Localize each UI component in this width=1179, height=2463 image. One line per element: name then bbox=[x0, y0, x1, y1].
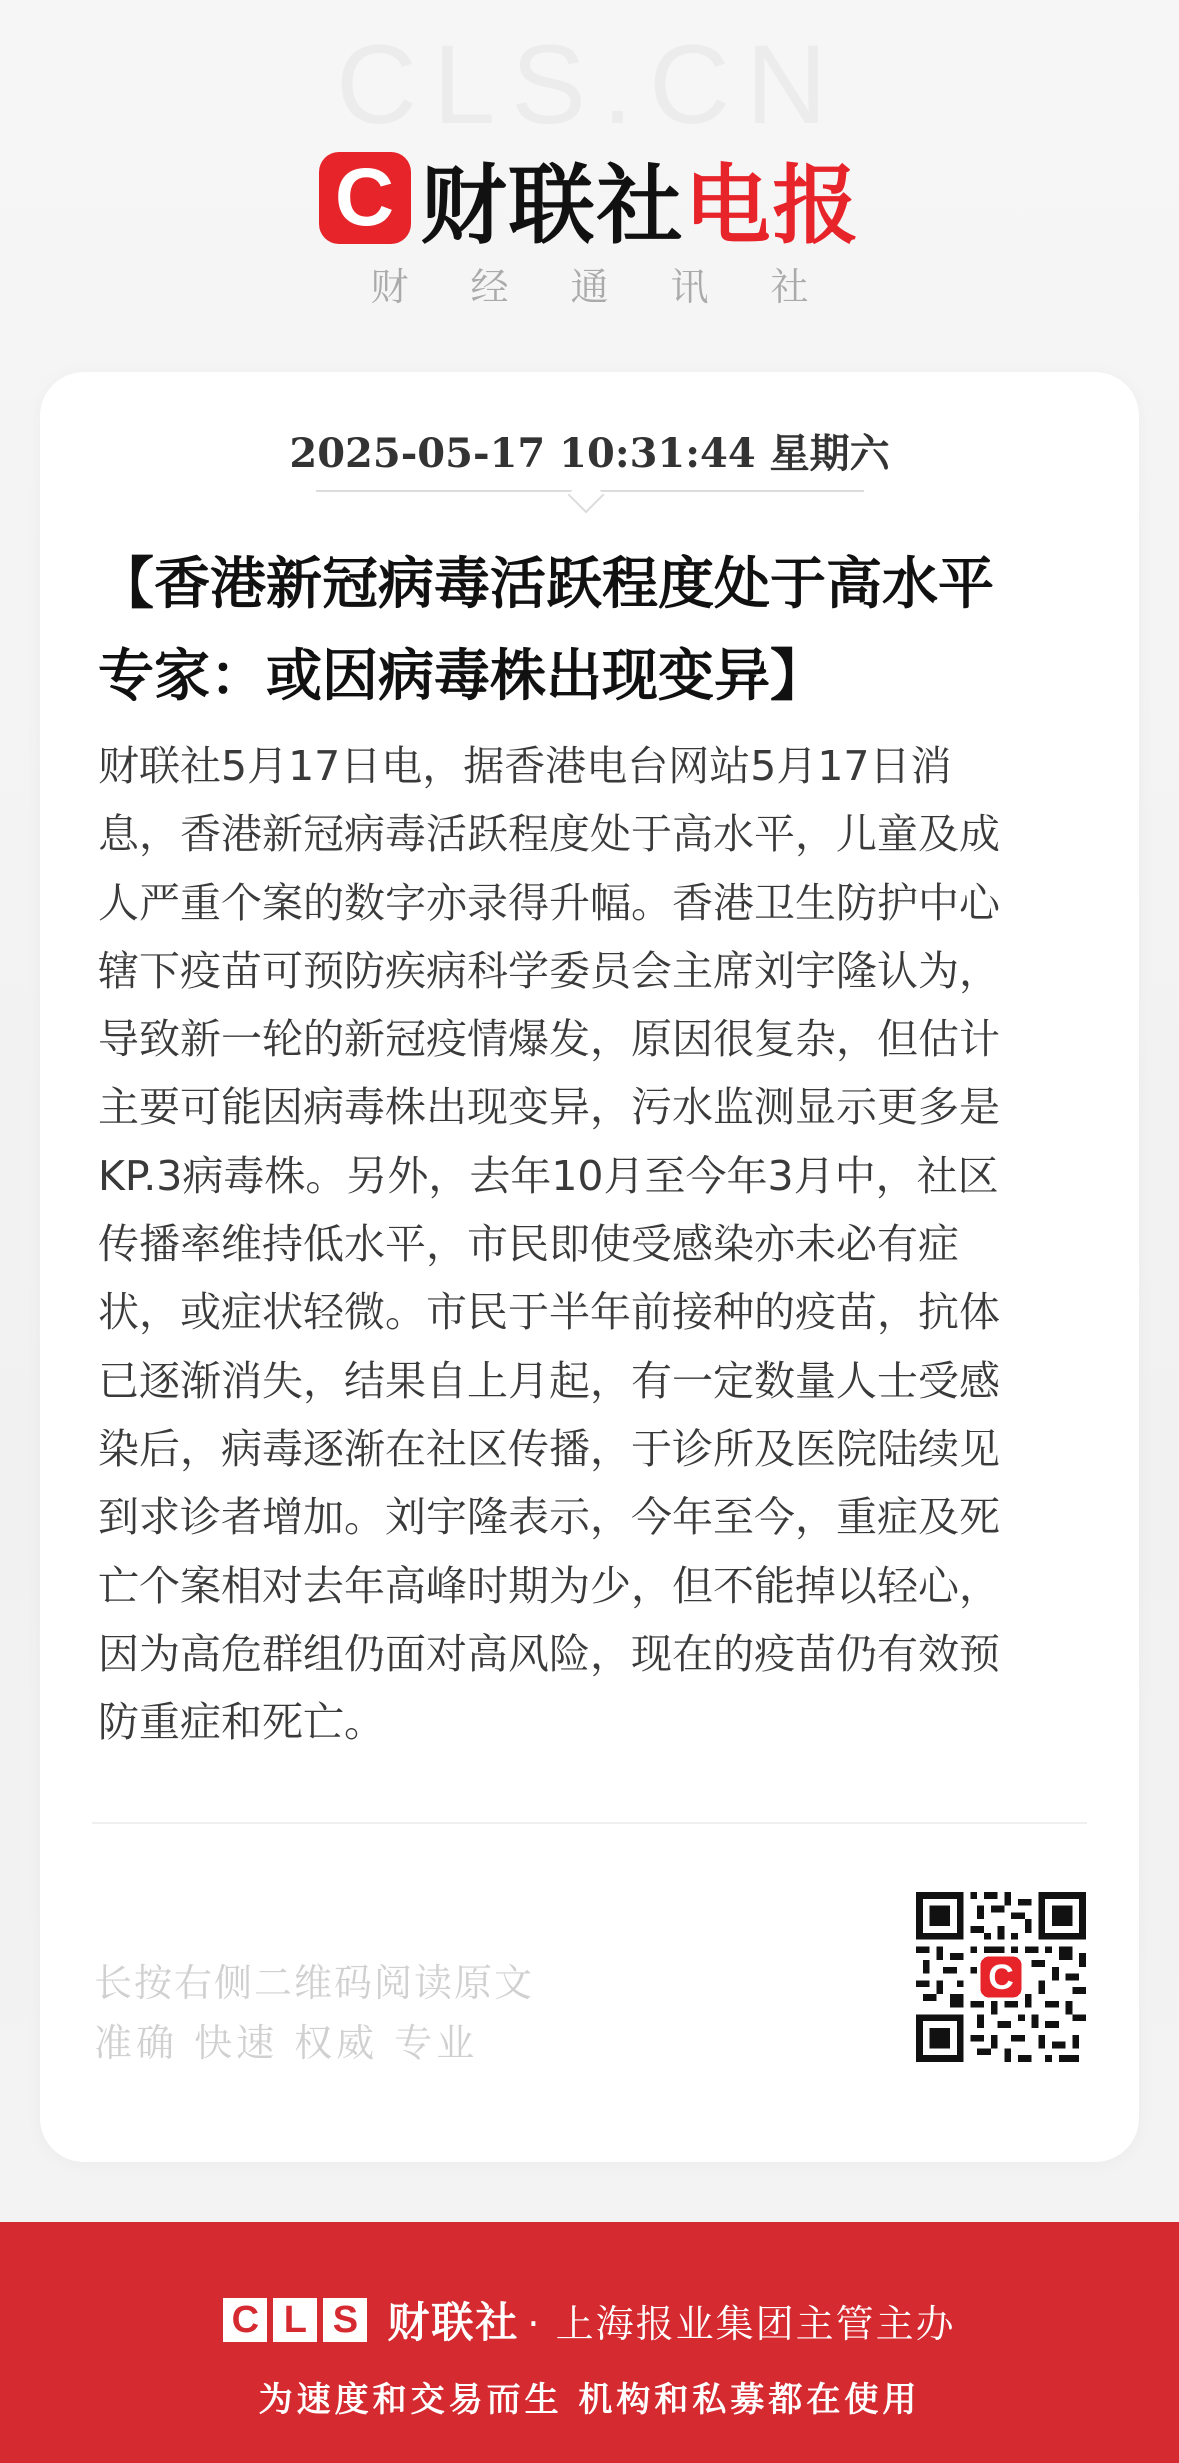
footer-org-text: · 上海报业集团主管主办 bbox=[527, 2301, 956, 2346]
body-line: 染后，病毒逐渐在社区传播，于诊所及医院陆续见 bbox=[98, 1424, 1000, 1473]
body-line: 息，香港新冠病毒活跃程度处于高水平，儿童及成 bbox=[98, 810, 1000, 859]
cls-letter-s: S bbox=[323, 2298, 367, 2342]
body-line: 到求诊者增加。刘宇隆表示，今年至今，重症及死 bbox=[98, 1493, 1000, 1542]
article-datetime: 2025-05-17 10:31:44 星期六 bbox=[289, 430, 890, 477]
footer-brand-name: 财联社 bbox=[387, 2298, 520, 2347]
body-line: 财联社5月17日电，据香港电台网站5月17日消 bbox=[98, 742, 952, 790]
body-line: 辖下疫苗可预防疾病科学委员会主席刘宇隆认为， bbox=[98, 946, 1000, 995]
body-line: 防重症和死亡。 bbox=[98, 1698, 385, 1747]
qr-logo-letter: C bbox=[988, 1958, 1014, 1998]
brand-tagline: 财经通讯社 bbox=[370, 265, 871, 309]
logo-letter: C bbox=[334, 152, 395, 243]
body-line: 导致新一轮的新冠疫情爆发，原因很复杂，但估计 bbox=[98, 1015, 1000, 1064]
brand-logo bbox=[0, 136, 1179, 260]
qr-code-icon[interactable] bbox=[916, 1892, 1086, 2062]
brand-name: 财联社 bbox=[420, 156, 685, 256]
body-line: 因为高危群组仍面对高风险，现在的疫苗仍有效预 bbox=[98, 1629, 1000, 1678]
card-divider bbox=[92, 1822, 1087, 1824]
body-line: 亡个案相对去年高峰时期为少，但不能掉以轻心， bbox=[98, 1561, 1000, 1610]
body-line: KP.3病毒株。另外，去年10月至今年3月中，社区 bbox=[98, 1151, 999, 1200]
headline-line: 专家：或因病毒株出现变异】 bbox=[98, 643, 826, 709]
headline-line: 【香港新冠病毒活跃程度处于高水平 bbox=[98, 551, 994, 617]
article-card bbox=[40, 372, 1139, 2162]
brand-name-red: 电报 bbox=[684, 156, 861, 256]
qr-hint-text: 长按右侧二维码阅读原文 bbox=[94, 1961, 535, 2005]
cls-letter-l: L bbox=[273, 2298, 317, 2342]
slogan-hint-text: 准确 快速 权威 专业 bbox=[94, 2021, 479, 2065]
body-line: 已逐渐消失，结果自上月起，有一定数量人士受感 bbox=[98, 1356, 1000, 1405]
footer-banner bbox=[0, 2222, 1179, 2463]
footer-brand-row bbox=[0, 2290, 1179, 2350]
footer-slogan: 为速度和交易而生 机构和私募都在使用 bbox=[258, 2380, 921, 2420]
watermark-text: CLS.CN bbox=[336, 22, 843, 147]
cls-letter-c: C bbox=[223, 2298, 267, 2342]
article-body bbox=[98, 732, 1088, 1756]
body-line: 传播率维持低水平，市民即使受感染亦未必有症 bbox=[98, 1220, 959, 1269]
cls-logo-icon bbox=[319, 152, 411, 244]
article-headline bbox=[98, 538, 1098, 722]
date-divider-notch bbox=[568, 477, 605, 514]
body-line: 主要可能因病毒株出现变异，污水监测显示更多是 bbox=[98, 1083, 1000, 1132]
body-line: 状，或症状轻微。市民于半年前接种的疫苗，抗体 bbox=[98, 1288, 1000, 1337]
body-line: 人严重个案的数字亦录得升幅。香港卫生防护中心 bbox=[98, 878, 1000, 927]
